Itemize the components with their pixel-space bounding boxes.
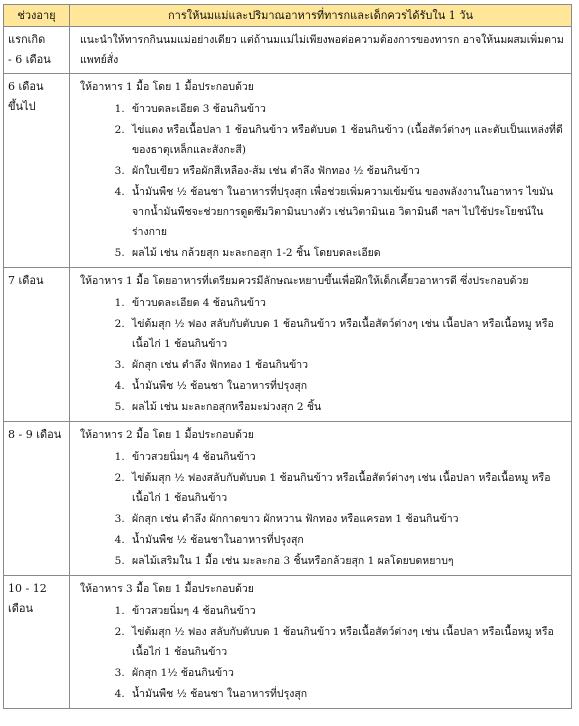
food-item-text: น้ำมันพืช ½ ช้อนชา ในอาหารที่ปรุงสุก เพื่อช่วยเพิ่มความเข้มข้น ของพลังงานในอาหาร ไขมันจากน้ำมันพืชจะช่วยการดูดซึมวิตามินบางตัว เช่นวิตามินเอ วิตามินดี ฯลฯ ไปใช้ประโยชน์ในร่างกาย [132, 186, 554, 238]
food-item-text: ข้าวบดละเอียด 4 ช้อนกินข้าว [132, 297, 266, 309]
food-item-text: ผลไม้เสริมใน 1 มื้อ เช่น มะละกอ 3 ชิ้นหรือกล้วยสุก 1 ผลโดยบดหยาบๆ [132, 555, 454, 567]
age-range-cell: 10 - 12 เดือน [4, 576, 70, 709]
food-item-text: น้ำมันพืช ½ ช้อนชา ในอาหารที่ปรุงสุก [132, 688, 308, 700]
food-item [128, 161, 567, 181]
food-item [128, 551, 567, 571]
food-item [128, 622, 567, 662]
food-item [128, 120, 567, 160]
feeding-guidance-cell [70, 27, 572, 74]
infant-feeding-table [3, 4, 572, 709]
food-item-text: ข้าวสวยนิ่มๆ 4 ช้อนกินข้าว [132, 605, 256, 617]
table-row [4, 576, 572, 709]
table-row [4, 74, 572, 268]
food-item-text: ผลไม้ เช่น มะละกอสุกหรือมะม่วงสุก 2 ชิ้น [132, 401, 322, 413]
table-row [4, 268, 572, 422]
food-item-text: ไข่ต้มสุก ½ ฟอง สลับกับตับบด 1 ช้อนกินข้าว หรือเนื้อสัตว์ต่างๆ เช่น เนื้อปลา หรือเนื้อหมู หรือเนื้อไก่ 1 ช้อนกินข้าว [132, 318, 554, 350]
food-item-text: ผักสุก เช่น ตำลึง ฟักทอง 1 ช้อนกินข้าว [132, 359, 309, 371]
guidance-intro: ให้อาหาร 1 มื้อ โดยอาหารที่เตรียมควรมีลักษณะหยาบขึ้นเพื่อฝึกให้เด็กเคี้ยวอาหารดี ซึ่งประกอบด้วย [80, 275, 529, 287]
feeding-guidance-cell [70, 268, 572, 422]
guidance-intro: ให้อาหาร 2 มื้อ โดย 1 มื้อประกอบด้วย [80, 429, 254, 441]
food-item [128, 293, 567, 313]
food-items-list [80, 601, 567, 704]
feeding-guidance-cell [70, 74, 572, 268]
food-item-text: ผักใบเขียว หรือผักสีเหลือง-ส้ม เช่น ตำลึง ฟักทอง ½ ช้อนกินข้าว [132, 165, 420, 177]
food-item [128, 99, 567, 119]
food-items-list [80, 447, 567, 571]
food-item-text: ไข่ต้มสุก ½ ฟองสลับกับตับบด 1 ช้อนกินข้าว หรือเนื้อสัตว์ต่างๆ เช่น เนื้อปลา หรือเนื้อหมู หรือเนื้อไก่ 1 ช้อนกินข้าว [132, 472, 551, 504]
nutrition-document [3, 4, 571, 709]
food-item-text: ไข่แดง หรือเนื้อปลา 1 ช้อนกินข้าว หรือตับบด 1 ช้อนกินข้าว (เนื้อสัตว์ต่างๆ และตับเป็นแหล่งที่ดีของธาตุเหล็กและสังกะสี) [132, 124, 563, 156]
food-item [128, 243, 567, 263]
table-row [4, 422, 572, 576]
food-item-text: ผักสุก เช่น ตำลึง ผักกาดขาว ผักหวาน ฟักทอง หรือแครอท 1 ช้อนกินข้าว [132, 513, 459, 525]
food-item [128, 397, 567, 417]
food-items-list [80, 99, 567, 263]
feeding-guidance-cell [70, 422, 572, 576]
feeding-guidance-cell [70, 576, 572, 709]
food-item-text: ผลไม้ เช่น กล้วยสุก มะละกอสุก 1-2 ชิ้น โดยบดละเอียด [132, 247, 381, 259]
age-range-cell: 6 เดือน ขึ้นไป [4, 74, 70, 268]
food-item [128, 684, 567, 704]
food-item [128, 530, 567, 550]
food-item-text: น้ำมันพืช ½ ช้อนชาในอาหารที่ปรุงสุก [132, 534, 304, 546]
guidance-intro: ให้อาหาร 3 มื้อ โดย 1 มื้อประกอบด้วย [80, 583, 254, 595]
table-body [4, 27, 572, 709]
food-items-list [80, 293, 567, 417]
guidance-intro: ให้อาหาร 1 มื้อ โดย 1 มื้อประกอบด้วย [80, 81, 254, 93]
food-item [128, 601, 567, 621]
food-item [128, 376, 567, 396]
age-range-cell: 8 - 9 เดือน [4, 422, 70, 576]
food-item [128, 355, 567, 375]
food-item-text: น้ำมันพืช ½ ช้อนชา ในอาหารที่ปรุงสุก [132, 380, 308, 392]
food-item [128, 509, 567, 529]
food-item [128, 314, 567, 354]
table-row [4, 27, 572, 74]
food-item [128, 447, 567, 467]
age-column-header: ช่วงอายุ [4, 5, 70, 27]
food-item-text: ข้าวบดละเอียด 3 ช้อนกินข้าว [132, 103, 266, 115]
content-column-header: การให้นมแม่และปริมาณอาหารที่ทารกและเด็กควรได้รับใน 1 วัน [70, 5, 572, 27]
food-item [128, 468, 567, 508]
food-item [128, 182, 567, 242]
food-item-text: ไข่ต้มสุก ½ ฟอง สลับกับตับบด 1 ช้อนกินข้าว หรือเนื้อสัตว์ต่างๆ เช่น เนื้อปลา หรือเนื้อหมู หรือเนื้อไก่ 1 ช้อนกินข้าว [132, 626, 554, 658]
food-item [128, 663, 567, 683]
guidance-intro: แนะนำให้ทารกกินนมแม่อย่างเดียว แต่ถ้านมแม่ไม่เพียงพอต่อความต้องการของทารก อาจให้นมผสมเพิ่มตามแพทย์สั่ง [80, 34, 564, 66]
food-item-text: ผักสุก 1½ ช้อนกินข้าว [132, 667, 234, 679]
table-header-row [4, 5, 572, 27]
food-item-text: ข้าวสวยนิ่มๆ 4 ช้อนกินข้าว [132, 451, 256, 463]
age-range-cell: แรกเกิด - 6 เดือน [4, 27, 70, 74]
age-range-cell: 7 เดือน [4, 268, 70, 422]
